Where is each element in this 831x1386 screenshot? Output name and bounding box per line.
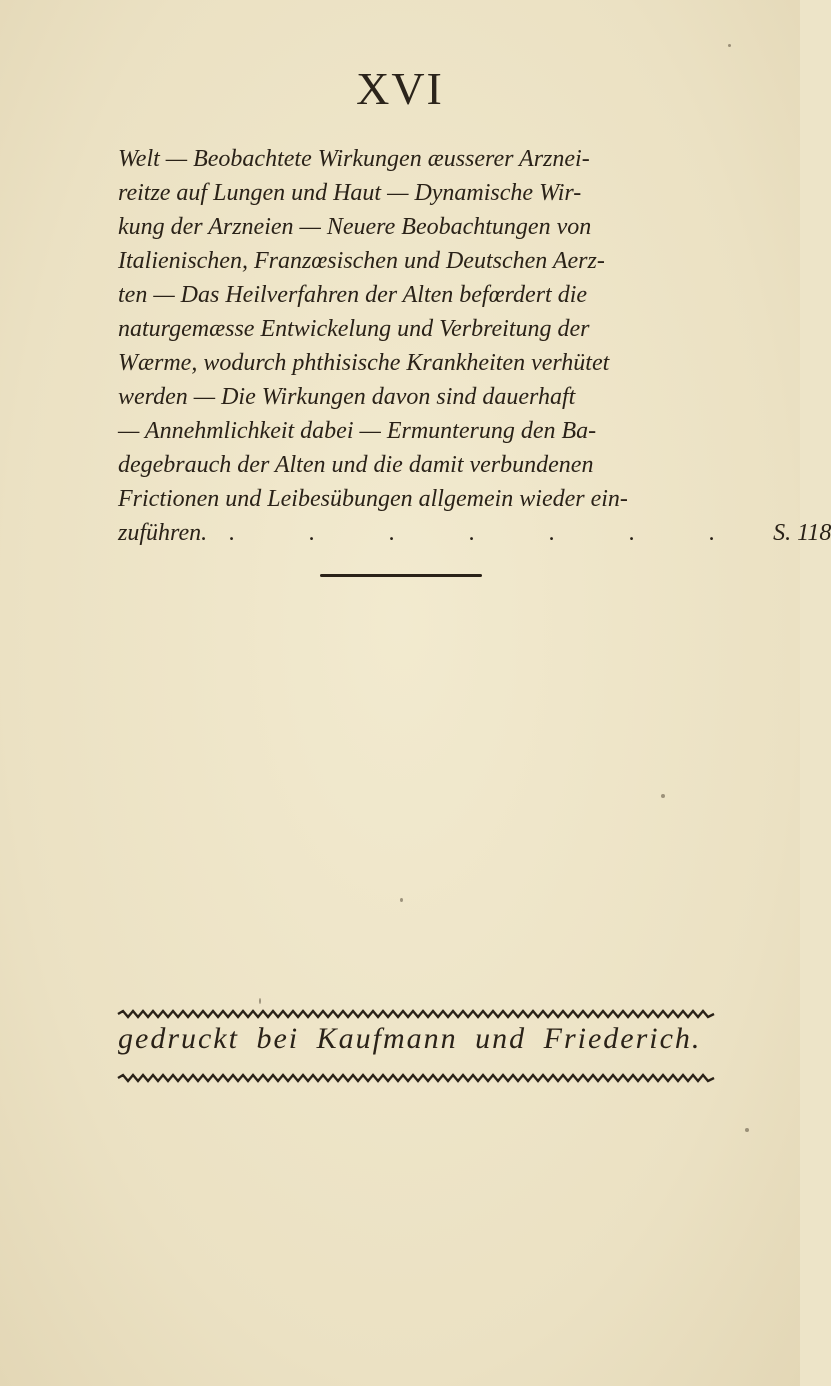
entry-line: degebrauch der Alten und die damit verbundenen (118, 452, 594, 478)
section-rule (320, 574, 482, 577)
entry-line: ten — Das Heilverfahren der Alten befœrdert die (118, 282, 588, 308)
paper-speck (728, 44, 731, 47)
paper-speck (661, 794, 665, 798)
entry-line: — Annehmlichkeit dabei — Ermunterung den Ba- (118, 418, 597, 444)
paper-speck (400, 898, 403, 902)
entry-line: naturgemæsse Entwickelung und Verbreitung der (118, 316, 590, 342)
printer-imprint: gedruckt bei Kaufmann und Friederich. (118, 1022, 702, 1055)
entry-line: werden — Die Wirkungen davon sind dauerhaft (118, 384, 576, 410)
entry-line: Frictionen und Leibesübungen allgemein wieder ein- (118, 486, 628, 512)
leader-dots: . . . . . . . (229, 520, 750, 546)
paper-speck (745, 1128, 749, 1132)
table-of-contents-entry (118, 142, 831, 550)
entry-line: kung der Arzneien — Neuere Beobachtungen von (118, 214, 592, 240)
page-reference: S. 118 (773, 520, 831, 546)
ornamental-border-bottom (118, 1073, 714, 1083)
entry-line-end: zuführen. (118, 520, 208, 546)
entry-line: Wærme, wodurch phthisische Krankheiten verhütet (118, 350, 610, 376)
paper-speck (259, 998, 261, 1004)
entry-line: reitze auf Lungen und Haut — Dynamische Wir- (118, 180, 582, 206)
entry-line: Italienischen, Franzœsischen und Deutschen Aerz- (118, 248, 605, 274)
entry-line: Welt — Beobachtete Wirkungen æusserer Arznei- (118, 146, 590, 172)
entry-last-line (118, 516, 831, 550)
ornamental-border-top (118, 1009, 714, 1019)
page-number: XVI (356, 63, 444, 114)
